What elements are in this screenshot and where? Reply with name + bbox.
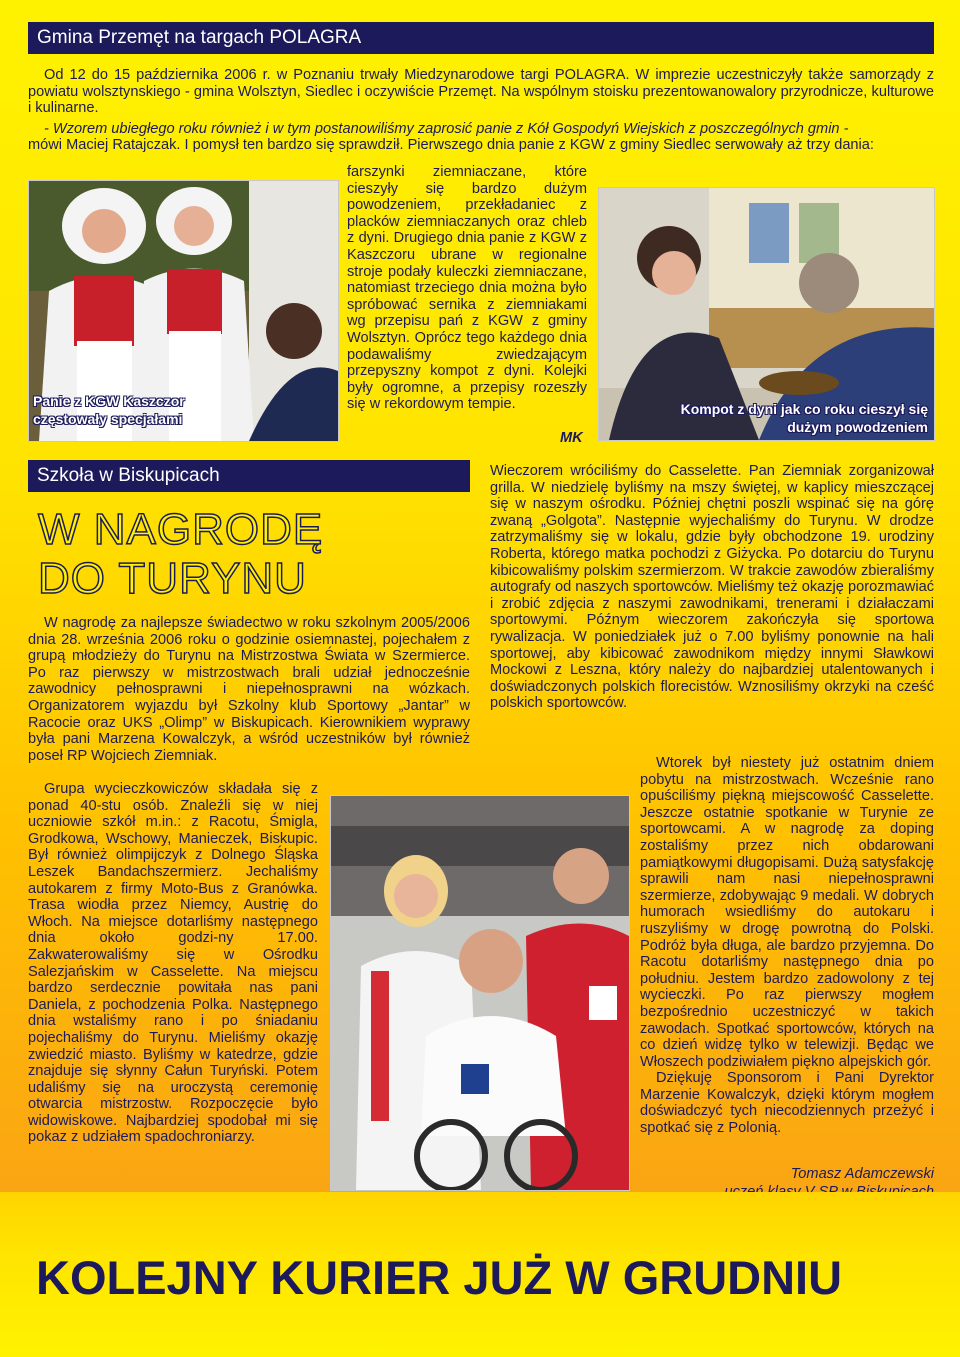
photo-athletes-image	[331, 796, 629, 1190]
signature-name: Tomasz Adamczewski	[790, 1166, 934, 1182]
middle-column-text	[347, 164, 587, 413]
left-column-narrow	[28, 781, 318, 1146]
headline-line2: DO TURYNU	[38, 554, 307, 603]
intro-paragraph	[28, 67, 934, 154]
right-paragraph-2: Wtorek był niestety już ostatnim dniem pobytu na mistrzostwach. Wcześnie rano opuściliśmy piękną miejscowość Casselette. Jeszcze ostatnie spotkanie w Turynie ze sportowcami. A w nagrodę za doping zostaliśmy przez nich obdarowani pamiątkowymi długopisami. Dużą satysfakcję sprawili nam nasi niepełnosprawni szermierze, zdobywając 9 medali. W dobrych humorach wsiedliśmy do autokaru i ruszyliśmy w drogę powrotną do Polski. Podróż była długa, ale bardzo przyjemna. Do Racotu dotarliśmy następnego dnia po południu. Jestem bardzo zadowolony z tej wycieczki. Po raz pierwszy mogłem bezpośrednio uczestniczyć w takich zawodach. Spotkać sportowców, których na co dzień widzę tylko w telewizji. Będąc we Włoszech podziwiałem piękno alpejskich gór.	[640, 755, 934, 1070]
right-column-top	[490, 463, 934, 712]
quote-text: - Wzorem ubiegłego roku również i w tym postanowiliśmy zaprosić panie z Kół Gospodyń Wiejskich z poszczególnych gmin -	[44, 120, 849, 137]
photo1-caption: Panie z KGW Kaszczor częstowały specjałami	[33, 393, 185, 427]
next-issue-banner: KOLEJNY KURIER JUŻ W GRUDNIU	[36, 1251, 843, 1304]
article-header-biskupice: Szkoła w Biskupicach	[28, 460, 470, 492]
right-paragraph-1: Wieczorem wróciliśmy do Casselette. Pan Ziemniak zorganizował grilla. W niedzielę byliśmy na mszy świętej, w kaplicy mieszczącej się w naszym ośrodku. Później chętni poszli wspinać się na górę zwaną „Golgota”. Następnie wyjechaliśmy do Turynu. W drodze zatrzymaliśmy się w lokalu, gdzie były obchodzone 19. urodziny Roberta, którego matka pochodzi z Giżycka. Po dotarciu do Turynu kibicowaliśmy polskim szermierzom. W trakcie zawodów zbieraliśmy autografy od naszych sportowców. Mieliśmy też okazję porozmawiać i zrobić zdjęcia z naszymi zawodnikami, trenerami i działaczami sportowymi. Późnym wieczorem zakończyła się sportowa rywalizacja. W poniedziałek już o 7.00 byliśmy ponownie na hali sportowej, aby kibicować zawodnikom między innymi Sławkowi Mockowi z Leszna, który należy do najbardziej utalentowanych i doświadczonych polskich florecistów. Wznosiliśmy okrzyki na cześć polskich sportowców.	[490, 463, 934, 712]
left-paragraph-2: Grupa wycieczkowiczów składała się z ponad 40-stu osób. Znaleźli się w niej uczniowie szkół m.in.: z Racotu, Śmigla, Grodkowa, Wschowy, Manieczek, Biskupic. Był również olimpijczyk z Dolnego Śląska Leszek Bandachszermierz. Jechaliśmy autokarem z firmy Moto-Bus z Granówka. Trasa wiodła przez Niemcy, Austrię do Włoch. Na miejsce dotarliśmy następnego dnia około godzi-ny 17.00. Zakwaterowaliśmy się w Ośrodku Salezjańskim w Casselette. Na miejscu bardzo serdecznie powitała nas pani Daniela, z pochodzenia Polka. Następnego dnia wstaliśmy rano i po śniadaniu pojechaliśmy do Turynu. Mieliśmy okazję zwiedzić miasto. Byliśmy w katedrze, gdzie znajduje się słynny Całun Turyński. Potem udaliśmy się na uroczystą ceremonię otwarcia mistrzostw. Rozpoczęcie było widowiskowe. Najbardziej spodobał mi się pokaz z udziałem spadochroniarzy.	[28, 781, 318, 1146]
left-column-top	[28, 615, 470, 764]
article-header-polagra: Gmina Przemęt na targach POLAGRA	[28, 22, 934, 54]
intro-text: Od 12 do 15 października 2006 r. w Poznaniu trwały Miedzynarodowe targi POLAGRA. W imprezie uczestniczyły także samorządy z powiatu wolsztynskiego - gmina Wolsztyn, Siedlec i oczywiście Przemęt. Na wspólnym stoisku prezentowanowalory przyrodnicze, kulturowe i kulinarne.	[28, 67, 934, 117]
middle-column-paragraph: farszynki ziemniaczane, które cieszyły się bardzo dużym powodzeniem, przekładaniec z placków ziemniaczanych oraz chleb z dyni. Drugiego dnia panie z KGW z Kaszczoru ubrane w regionalne stroje podały kuleczki ziemniaczane, natomiast trzeciego dnia można było spróbować sernika z ziemniakami wg przepisu pań z KGW z gminy Wolsztyn. Oprócz tego każdego dnia podawaliśmy zwiedzającym przepyszny kompot z dyni. Kolejki były ogromne, a przepisy rozeszły się w rekordowym tempie.	[347, 164, 587, 413]
right-column-narrow	[640, 755, 934, 1137]
left-paragraph-1: W nagrodę za najlepsze świadectwo w roku szkolnym 2005/2006 dnia 28. września 2006 roku o godzinie osiemnastej, pojechałem z grupą młodzieży do Turynu na Mistrzostwa Świata w Szermierce. Po raz pierwszy w mistrzostwach brali udział jednocześnie zawodnicy pełnosprawni i niepełnosprawni na wózkach. Organizatorem wyjazdu był Szkolny klub Sportowy „Jantar” w Racocie oraz UKS „Olimp” w Biskupicach. Kierownikiem wyprawy była pani Marzena Kowalczyk, a wśród uczestników był również poseł RP Wojciech Ziemniak.	[28, 615, 470, 764]
photo-athletes	[330, 795, 630, 1191]
right-paragraph-3: Dziękuję Sponsorom i Pani Dyrektor Marzenie Kowalczyk, dzięki którym mogłem doświadczyć tych niecodziennych przeżyć i spotkać się z Polonią.	[640, 1070, 934, 1137]
headline-line1: W NAGRODĘ	[38, 505, 324, 554]
author-initials: MK	[560, 430, 583, 446]
after-quote-text: mówi Maciej Ratajczak. I pomysł ten bardzo się sprawdził. Pierwszego dnia panie z KGW z gminy Siedlec serwowały aż trzy dania:	[28, 137, 874, 154]
photo2-caption: Kompot z dyni jak co roku cieszył się dużym powodzeniem	[680, 401, 928, 435]
